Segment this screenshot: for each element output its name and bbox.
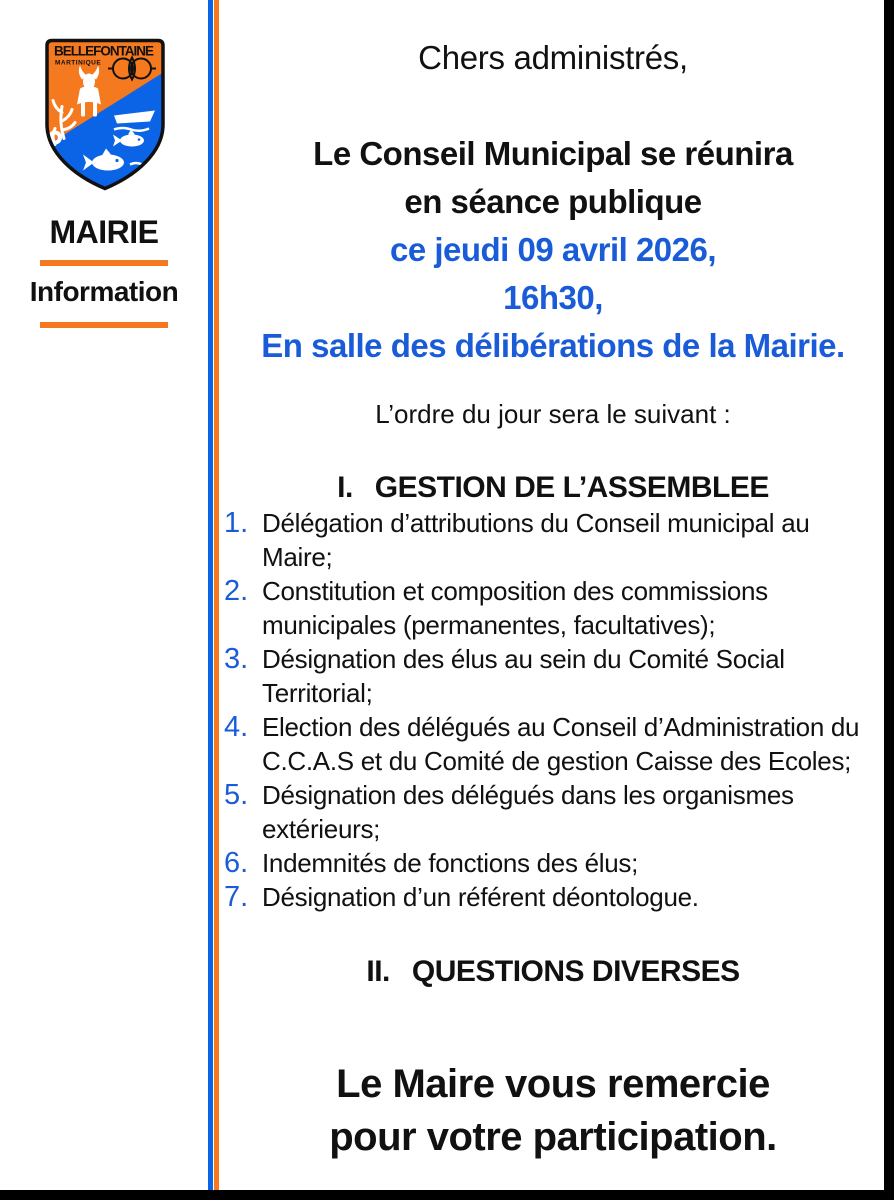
agenda-item-text: Désignation d’un référent déontologue. (262, 882, 699, 912)
meeting-location: En salle des délibérations de la Mairie. (261, 327, 845, 364)
announcement-line: en séance publique (404, 183, 702, 220)
agenda-item-text: Indemnités de fonctions des élus; (262, 848, 638, 878)
agenda-item-text: Constitution et composition des commissions municipales (permanentes, facultatives); (262, 576, 768, 640)
agenda-item-text: Election des délégués au Conseil d’Administration du C.C.A.S et du Comité de gestion Caisse des Ecoles; (262, 712, 860, 776)
closing-line: pour votre participation. (329, 1115, 777, 1159)
agenda-item (224, 506, 880, 574)
agenda-item-number: 5. (224, 779, 249, 811)
greeting: Chers administrés, (418, 39, 688, 76)
orange-underline (40, 260, 168, 266)
section-2-heading (222, 952, 884, 992)
crest-title: BELLEFONTAINE (54, 43, 154, 59)
agenda-item-number: 4. (224, 711, 249, 743)
frame-right-bar (884, 0, 894, 1200)
agenda-item-text: Désignation des élus au sein du Comité Social Territorial; (262, 644, 785, 708)
sidebar (0, 0, 208, 1190)
agenda-intro: L’ordre du jour sera le suivant : (375, 399, 731, 429)
agenda-item-text: Désignation des délégués dans les organismes extérieurs; (262, 780, 794, 844)
orange-underline (40, 322, 168, 328)
section-1-title: GESTION DE L’ASSEMBLEE (374, 471, 769, 504)
main-content (222, 0, 884, 1190)
announcement-line: Le Conseil Municipal se réunira (313, 135, 793, 172)
section-1-heading (222, 468, 884, 508)
divider-blue-line (208, 0, 213, 1190)
crest-subtitle: MARTINIQUE (55, 59, 102, 67)
mairie-label: MAIRIE (49, 214, 159, 250)
bellefontaine-crest (42, 36, 168, 192)
meeting-time: 16h30, (503, 279, 603, 316)
frame-bottom-bar (0, 1190, 894, 1200)
information-label: Information (29, 276, 179, 307)
agenda-item (224, 778, 880, 846)
agenda-item (224, 710, 880, 778)
agenda-item (224, 574, 880, 642)
section-1-numeral: I. (337, 471, 353, 504)
agenda-item (224, 880, 880, 914)
section-2-title: QUESTIONS DIVERSES (411, 955, 740, 988)
agenda-item-number: 2. (224, 575, 249, 607)
agenda-item-number: 1. (224, 507, 249, 539)
section-2-numeral: II. (366, 955, 390, 988)
agenda-item-text: Délégation d’attributions du Conseil municipal au Maire; (262, 508, 810, 572)
agenda-item (224, 642, 880, 710)
agenda-list (224, 506, 880, 914)
announcement (222, 130, 884, 370)
meeting-date: ce jeudi 09 avril 2026, (389, 231, 717, 268)
agenda-item-number: 3. (224, 643, 249, 675)
agenda-item-number: 7. (224, 881, 249, 913)
agenda-item-number: 6. (224, 847, 249, 879)
closing-message (222, 1058, 884, 1164)
divider-orange-line (214, 0, 219, 1190)
agenda-item (224, 846, 880, 880)
closing-line: Le Maire vous remercie (336, 1062, 770, 1106)
